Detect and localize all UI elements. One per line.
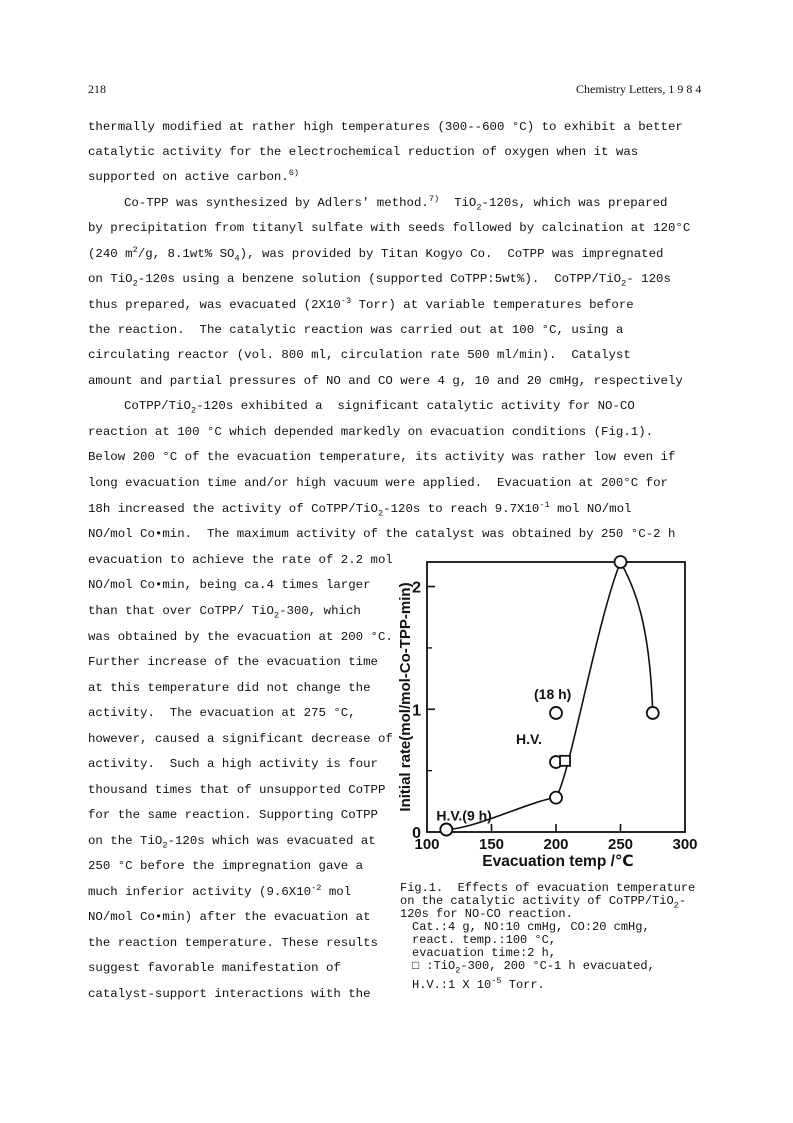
figure-caption-line: on the catalytic activity of CoTPP/TiO$_2$- [400,894,687,911]
body-line: 18h increased the activity of CoTPP/TiO$_2$-120s to reach $9.7X10^{-1}$ mol NO/mol [88,499,632,519]
data-point [550,707,562,719]
body-line: thousand times that of unsupported CoTPP [88,783,386,797]
y-tick-label: 2 [412,579,421,597]
figure-caption-line: react. temp.:100 °C, [412,933,557,947]
body-line: activity. The evacuation at 275 °C, [88,706,356,720]
y-axis-label: Initial rate(mol/mol-Co-TPP-min) [397,582,414,812]
figure-chart [397,548,720,878]
body-line: thus prepared, was evacuated ($2X10^{-3}$ Torr) at variable temperatures before [88,295,634,312]
body-line: suggest favorable manifestation of [88,961,341,975]
figure-caption-line: □ :TiO$_2$-300, 200 °C-1 h evacuated, [412,959,655,976]
body-line: amount and partial pressures of NO and CO were 4 g, 10 and 20 cmHg, respectively [88,374,683,388]
body-line: on the TiO$_2$-120s which was evacuated at [88,834,376,851]
body-line: circulating reactor (vol. 800 ml, circulation rate 500 ml/min). Catalyst [88,348,631,362]
data-point [615,556,627,568]
body-line: on TiO$_2$-120s using a benzene solution (supported CoTPP:5wt%). CoTPP/TiO$_2$- 120s [88,272,671,289]
body-line: thermally modified at rather high temperatures (300--600 °C) to exhibit a better [88,120,683,134]
body-line: the reaction. The catalytic reaction was carried out at 100 °C, using a [88,323,624,337]
x-tick-label: 150 [478,836,505,853]
figure-caption-line: H.V.:1 X $10^{-5}$ Torr. [412,976,545,992]
body-line: (240 $m^2/g$, 8.1wt% $SO_4$), was provided by Titan Kogyo Co. CoTPP was impregnated [88,244,664,264]
body-line: NO/mol Co•min, being ca.4 times larger [88,578,371,592]
body-line: Co-TPP was synthesized by Adlers' method.$^{7)}$ TiO$_2$-120s, which was prepared [124,193,668,213]
body-line: long evacuation time and/or high vacuum were applied. Evacuation at 200°C for [88,476,668,490]
figure-caption-line: Cat.:4 g, NO:10 cmHg, CO:20 cmHg, [412,920,650,934]
data-point [647,707,659,719]
body-line: much inferior activity ($9.6X10^{-2}$ mol [88,882,352,899]
figure-caption-title: Fig.1. Effects of evacuation temperature [400,881,696,895]
body-line: Below 200 °C of the evacuation temperature, its activity was rather low even if [88,450,676,464]
body-line: by precipitation from titanyl sulfate with seeds followed by calcination at 120°C [88,221,691,235]
body-line: at this temperature did not change the [88,681,371,695]
y-tick-label: 0 [412,825,421,842]
x-tick-label: 200 [543,836,569,853]
square-marker-icon: □ [412,959,420,973]
figure-caption-line: evacuation time:2 h, [412,946,557,960]
body-line: catalyst-support interactions with the [88,987,371,1001]
body-line: the reaction temperature. These results [88,936,378,950]
body-line: for the same reaction. Supporting CoTPP [88,808,378,822]
point-label: H.V.(9 h) [436,807,492,824]
body-line: 250 °C before the impregnation gave a [88,859,364,873]
body-line: however, caused a significant decrease of [88,732,393,746]
body-line: CoTPP/TiO$_2$-120s exhibited a significant catalytic activity for NO-CO [124,399,635,416]
point-label: H.V. [516,731,542,748]
body-line: than that over CoTPP/ TiO$_2$-300, which [88,604,361,621]
y-tick-label: 1 [412,702,421,720]
x-tick-label: 100 [414,836,440,853]
x-axis-label: Evacuation temp /℃ [482,853,634,870]
journal-header: Chemistry Letters, 1 9 8 4 [576,82,702,96]
body-line: NO/mol Co•min. The maximum activity of the catalyst was obtained by 250 °C-2 h [88,527,676,541]
body-line: reaction at 100 °C which depended markedly on evacuation conditions (Fig.1). [88,425,654,439]
point-label: (18 h) [534,685,572,702]
figure-caption-line: 120s for NO-CO reaction. [400,907,573,921]
body-line: catalytic activity for the electrochemical reduction of oxygen when it was [88,145,639,159]
body-line: supported on active carbon.$^{6)}$ [88,167,300,184]
data-point [440,824,452,836]
data-point [550,792,562,804]
body-line: was obtained by the evacuation at 200 °C. [88,630,393,644]
body-line: Further increase of the evacuation time [88,655,378,669]
body-line: evacuation to achieve the rate of 2.2 mol [88,553,393,567]
body-line: NO/mol Co•min) after the evacuation at [88,910,371,924]
x-tick-label: 250 [607,836,634,853]
body-line: activity. Such a high activity is four [88,757,378,771]
x-tick-label: 300 [672,836,698,853]
square-data-point [560,756,570,766]
page-number: 218 [88,82,106,96]
